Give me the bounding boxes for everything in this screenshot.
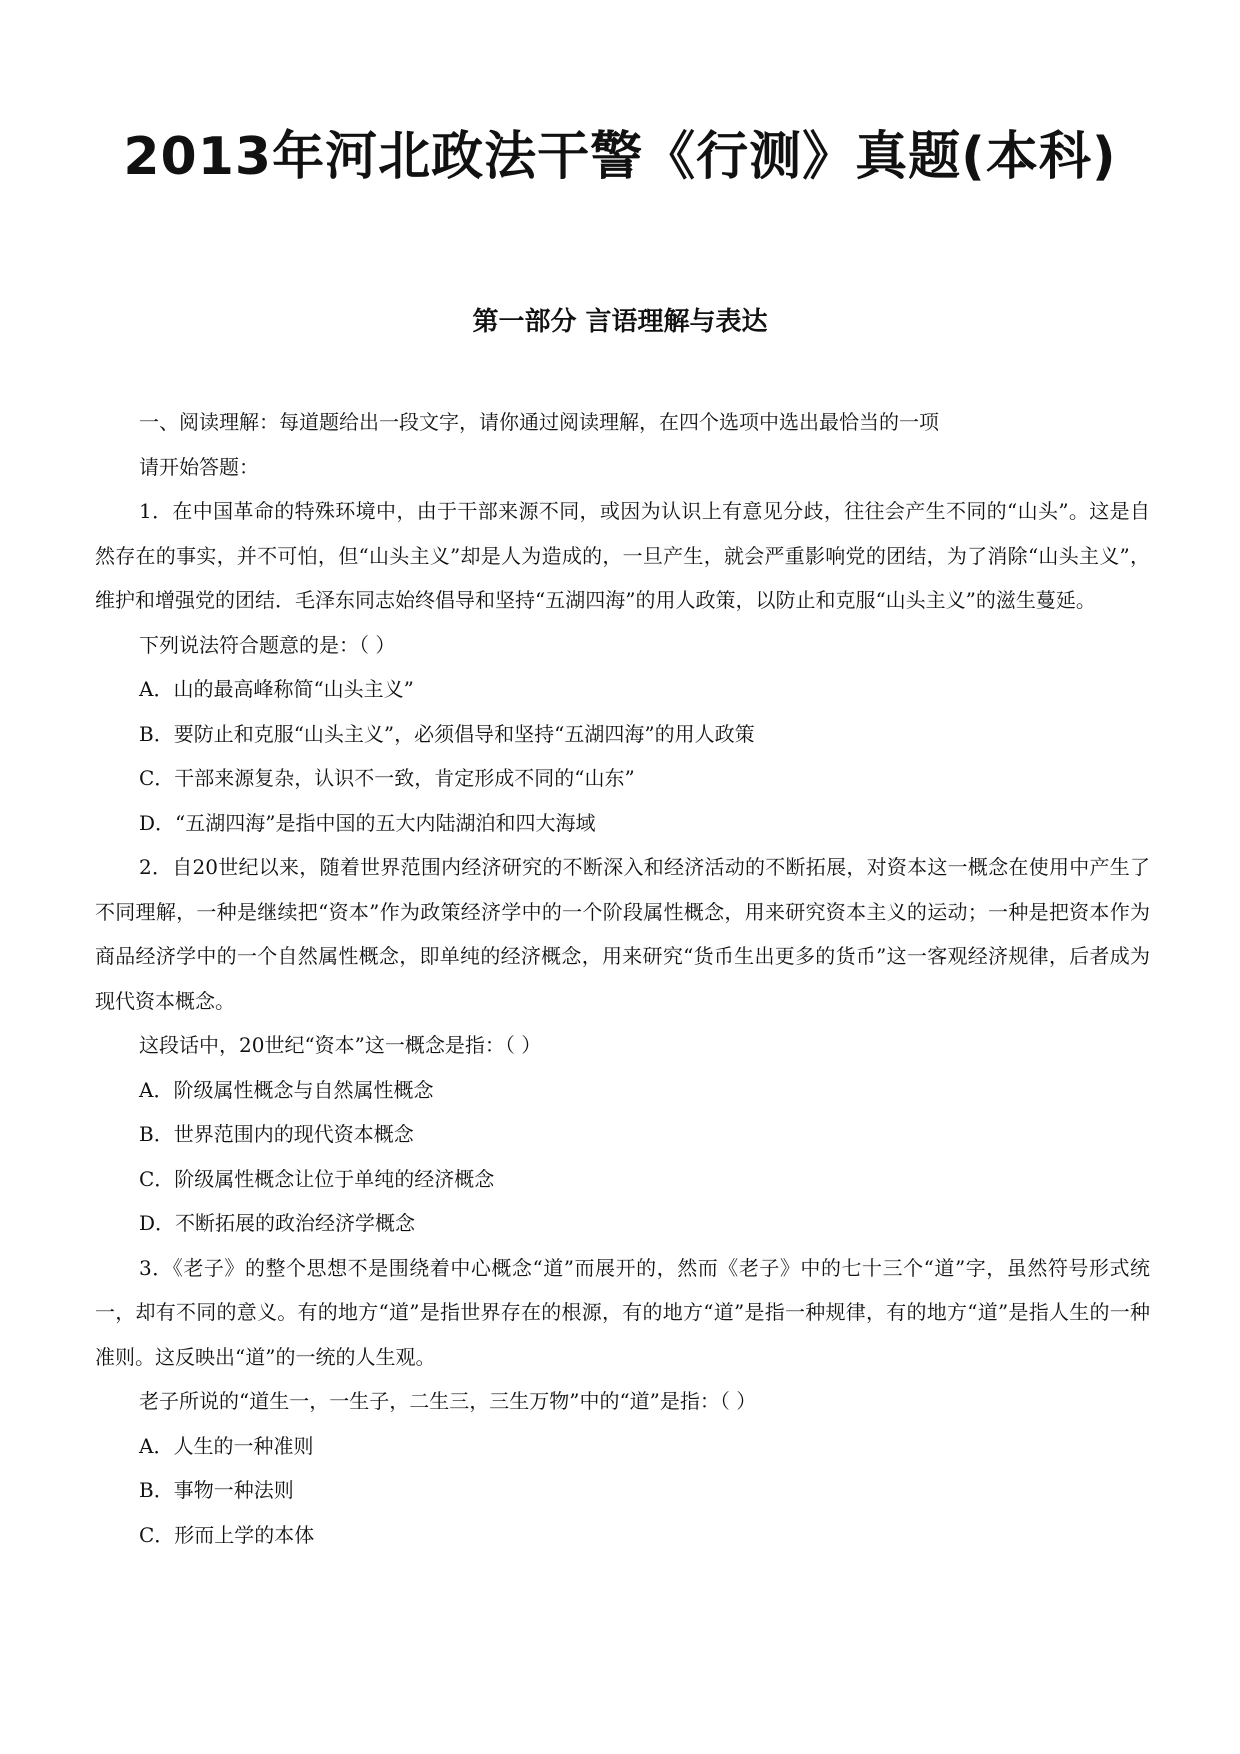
document-title: 2013年河北政法干警《行测》真题(本科) [123, 127, 1117, 187]
question-2-passage: 2．自20世纪以来，随着世界范围内经济研究的不断深入和经济活动的不断拓展，对资本这一概念在使用中产生了不同理解，一种是继续把“资本”作为政策经济学中的一个阶段属性概念，用来研究资本主义的运动；一种是把资本作为商品经济学中的一个自然属性概念，即单纯的经济概念，用来研究“货币生出更多的货币”这一客观经济规律，后者成为现代资本概念。 [95, 855, 1150, 1013]
start-prompt: 请开始答题： [139, 454, 259, 479]
question-1-option-a: A．山的最高峰称简“山头主义” [139, 677, 414, 701]
section-title: 第一部分 言语理解与表达 [472, 307, 768, 337]
question-1-option-c: C．干部来源复杂，认识不一致，肯定形成不同的“山东” [139, 766, 635, 790]
question-1-option-d: D．“五湖四海”是指中国的五大内陆湖泊和四大海域 [139, 810, 596, 835]
question-2-stem: 这段话中，20世纪“资本”这一概念是指：（ ） [139, 1033, 542, 1057]
question-3-passage: 3．《老子》的整个思想不是围绕着中心概念“道”而展开的，然而《老子》中的七十三个“道”字，虽然符号形式统一，却有不同的意义。有的地方“道”是指世界存在的根源，有的地方“道”是指一种规律，有的地方“道”是指人生的一种准则。这反映出“道”的一统的人生观。 [95, 1255, 1150, 1369]
document-body [95, 400, 1150, 1557]
question-3-stem: 老子所说的“道生一，一生子，二生三，三生万物”中的“道”是指：（ ） [139, 1389, 757, 1413]
instruction-text: 一、阅读理解：每道题给出一段文字，请你通过阅读理解，在四个选项中选出最恰当的一项 [139, 410, 939, 434]
question-2-option-d: D．不断拓展的政治经济学概念 [139, 1211, 416, 1235]
question-1-stem: 下列说法符合题意的是：（ ） [139, 632, 396, 657]
question-3-option-b: B．事物一种法则 [139, 1478, 294, 1502]
question-1-passage: 1．在中国革命的特殊环境中，由于干部来源不同，或因为认识上有意见分歧，往往会产生不同的“山头”。这是自然存在的事实，并不可怕，但“山头主义”却是人为造成的，一旦产生，就会严重影响党的团结，为了消除“山头主义”，维护和增强党的团结．毛泽东同志始终倡导和坚持“五湖四海”的用人政策，以防止和克服“山头主义”的滋生蔓延。 [95, 499, 1150, 612]
question-2-option-c: C．阶级属性概念让位于单纯的经济概念 [139, 1166, 495, 1191]
question-1-option-b: B．要防止和克服“山头主义”，必须倡导和坚持“五湖四海”的用人政策 [139, 721, 755, 746]
question-2-option-a: A．阶级属性概念与自然属性概念 [139, 1077, 434, 1102]
question-3-option-c: C．形而上学的本体 [139, 1522, 315, 1547]
question-2-option-b: B．世界范围内的现代资本概念 [139, 1122, 414, 1146]
question-3-option-a: A．人生的一种准则 [139, 1433, 314, 1458]
